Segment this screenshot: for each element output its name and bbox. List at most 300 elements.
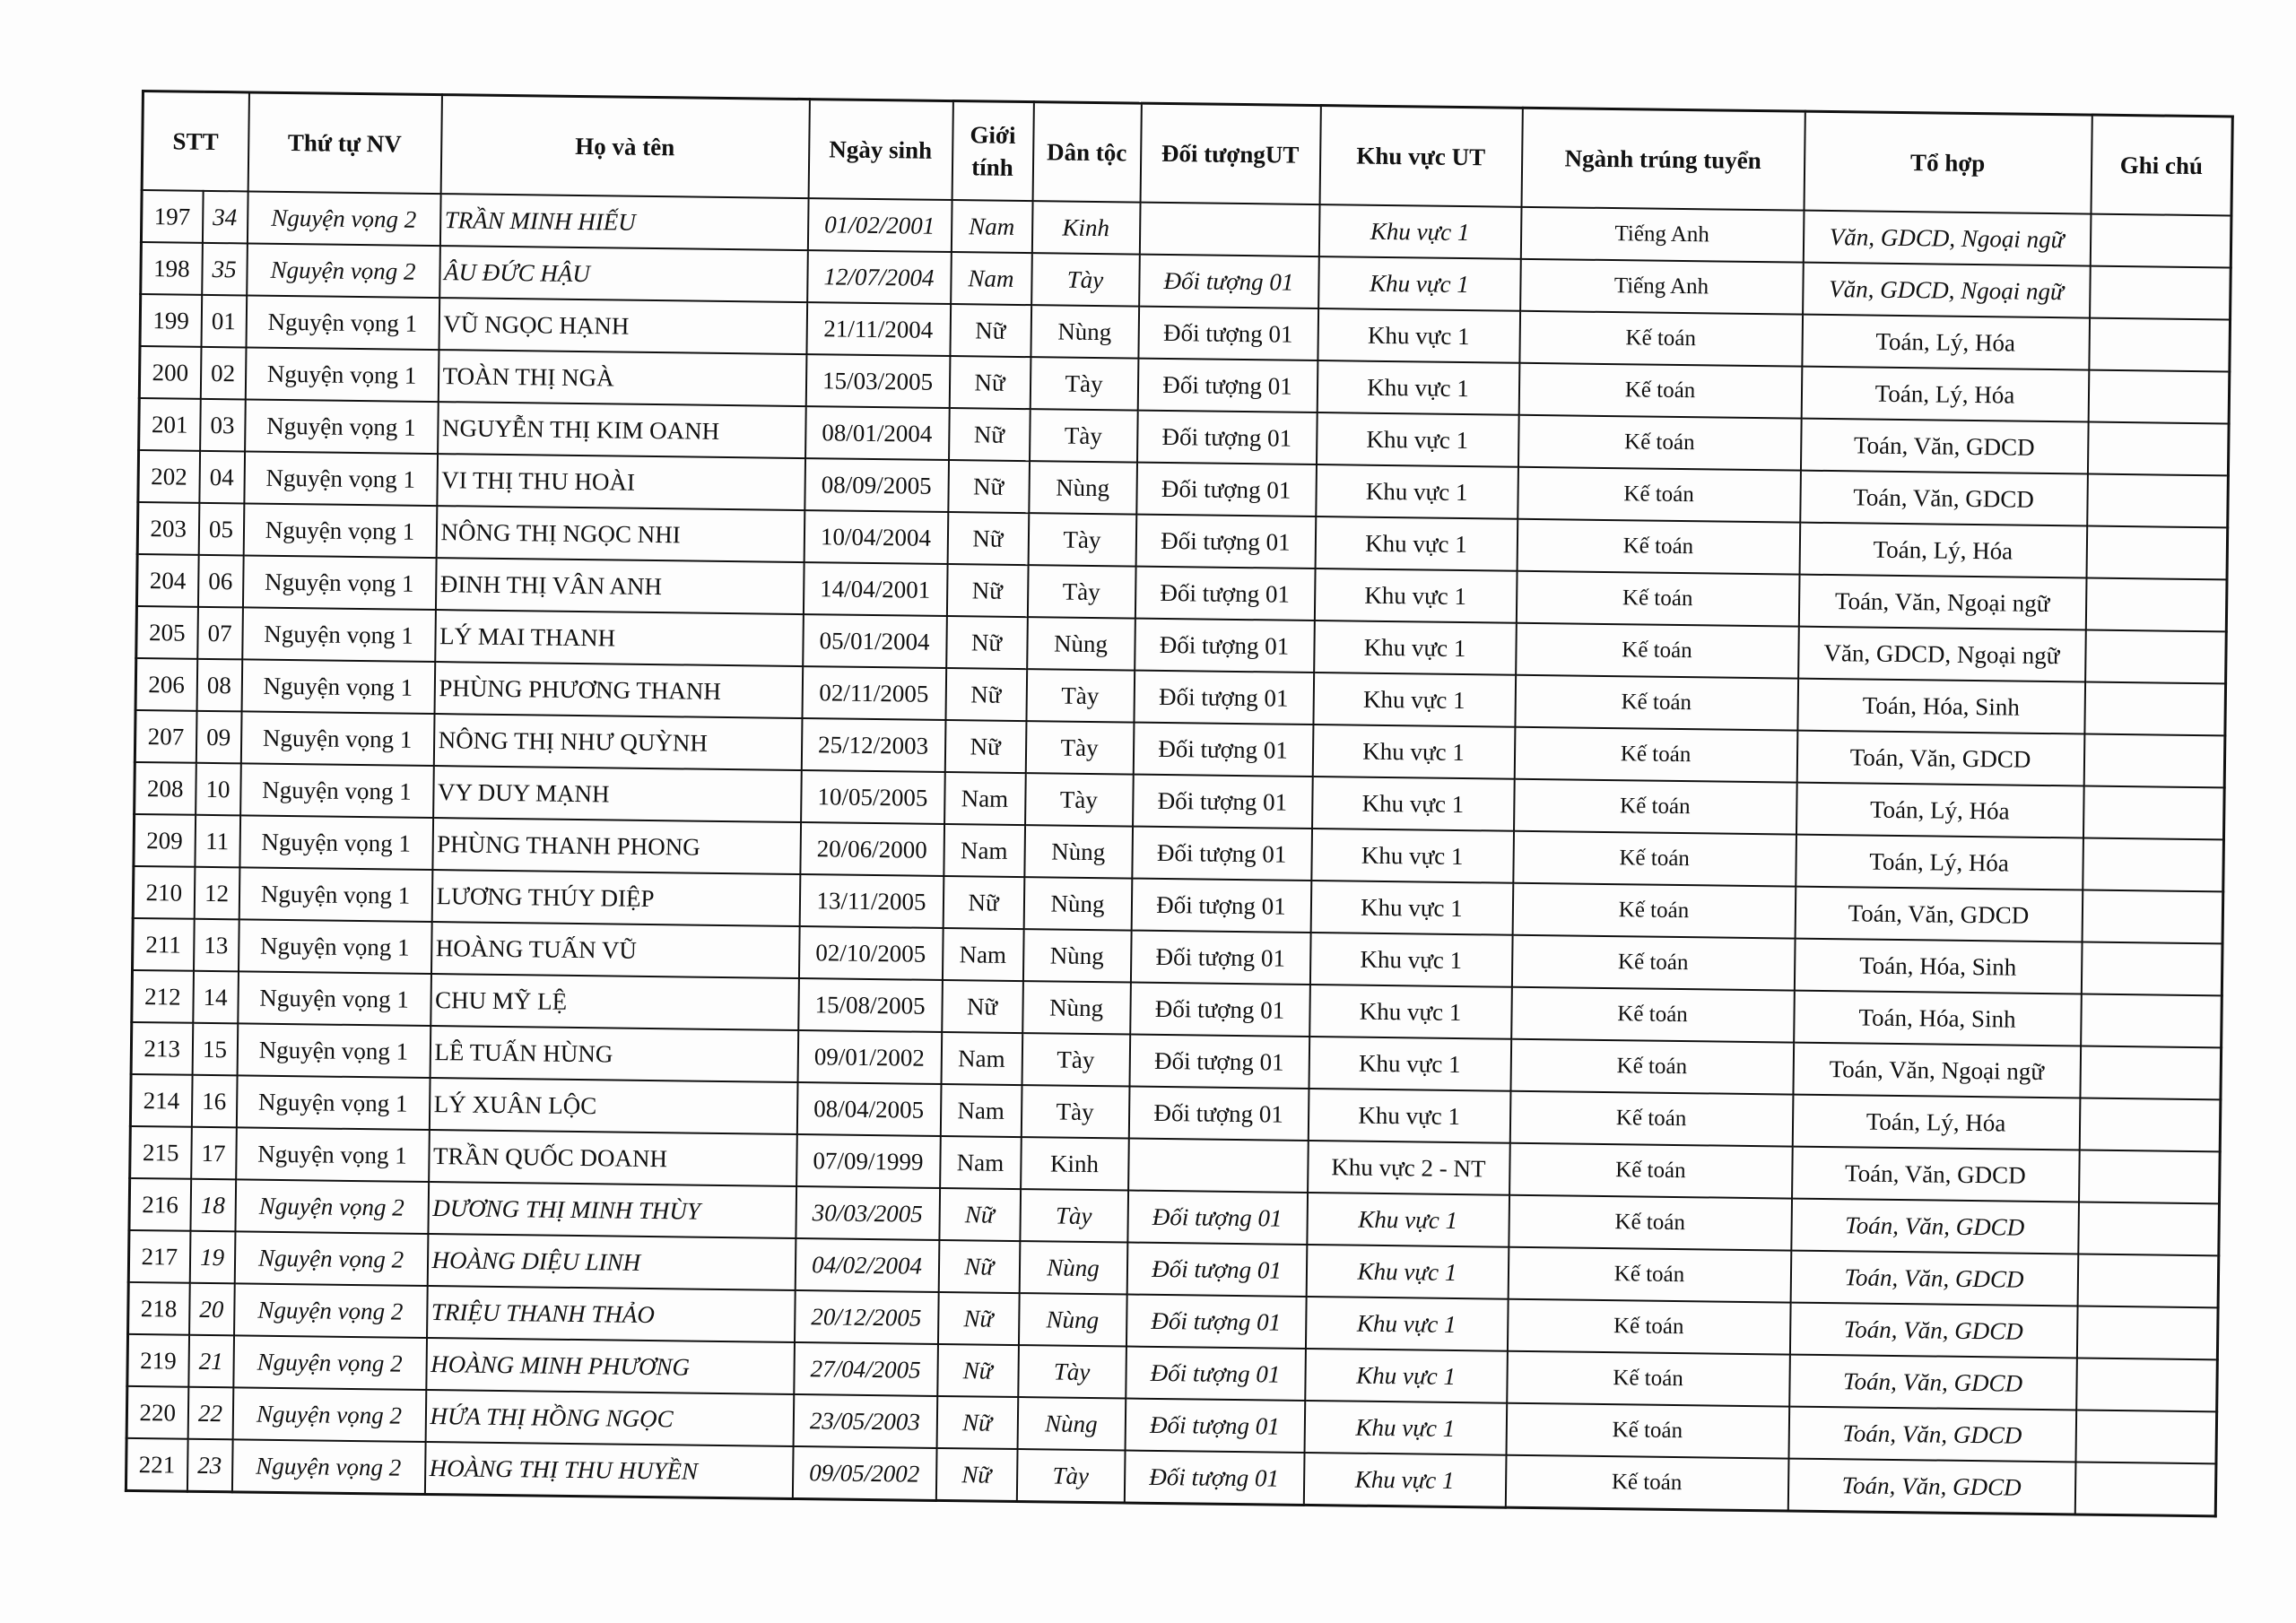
cell-thu-tu-nv: Nguyện vọng 1 xyxy=(236,1075,430,1130)
cell-ngay-sinh: 08/04/2005 xyxy=(796,1082,941,1136)
cell-to-hop: Toán, Lý, Hóa xyxy=(1799,523,2087,578)
cell-sub-stt: 06 xyxy=(197,555,243,608)
cell-stt: 200 xyxy=(139,346,201,399)
cell-doi-tuong-ut: Đối tượng 01 xyxy=(1128,1087,1309,1141)
cell-stt: 208 xyxy=(135,762,196,815)
cell-ngay-sinh: 20/12/2005 xyxy=(795,1290,939,1344)
cell-sub-stt: 08 xyxy=(196,659,242,712)
cell-nganh: Kế toán xyxy=(1508,1247,1791,1303)
cell-khu-vuc-ut: Khu vực 1 xyxy=(1309,985,1512,1039)
cell-khu-vuc-ut: Khu vực 1 xyxy=(1310,881,1513,935)
cell-doi-tuong-ut: Đối tượng 01 xyxy=(1137,359,1318,412)
cell-khu-vuc-ut: Khu vực 1 xyxy=(1308,1089,1510,1143)
cell-nganh: Kế toán xyxy=(1514,779,1797,835)
cell-stt: 220 xyxy=(126,1386,188,1439)
cell-dan-toc: Tày xyxy=(1027,565,1135,618)
cell-dan-toc: Tày xyxy=(1025,773,1134,826)
header-to-hop: Tổ hợp xyxy=(1804,111,2092,213)
cell-nganh: Kế toán xyxy=(1514,727,1797,783)
cell-stt: 202 xyxy=(138,450,200,503)
cell-nganh: Kế toán xyxy=(1518,363,1802,419)
cell-to-hop: Toán, Văn, GDCD xyxy=(1800,419,2088,474)
cell-ho-ten: ĐINH THỊ VÂN ANH xyxy=(435,558,804,614)
header-thu-tu-nv: Thứ tự NV xyxy=(248,92,441,194)
cell-dan-toc: Nùng xyxy=(1027,617,1135,670)
cell-sub-stt: 16 xyxy=(191,1075,237,1128)
cell-ghi-chu xyxy=(2076,1306,2218,1359)
cell-nganh: Kế toán xyxy=(1512,883,1796,939)
cell-nganh: Kế toán xyxy=(1511,987,1795,1043)
cell-to-hop: Toán, Văn, GDCD xyxy=(1787,1459,2075,1515)
cell-ho-ten: LÝ XUÂN LỘC xyxy=(429,1078,797,1134)
cell-khu-vuc-ut: Khu vực 1 xyxy=(1311,829,1514,883)
cell-stt: 209 xyxy=(134,814,196,867)
cell-to-hop: Toán, Văn, GDCD xyxy=(1789,1355,2077,1410)
cell-sub-stt: 21 xyxy=(188,1335,234,1388)
cell-to-hop: Toán, Văn, GDCD xyxy=(1795,887,2083,942)
cell-ngay-sinh: 05/01/2004 xyxy=(803,614,947,668)
cell-dan-toc: Nùng xyxy=(1029,461,1137,514)
cell-ho-ten: HOÀNG THỊ THU HUYỀN xyxy=(424,1442,793,1499)
cell-sub-stt: 09 xyxy=(196,711,241,764)
cell-sub-stt: 13 xyxy=(193,919,239,972)
cell-nganh: Kế toán xyxy=(1509,1143,1793,1199)
cell-to-hop: Toán, Văn, GDCD xyxy=(1792,1147,2080,1202)
cell-doi-tuong-ut: Đối tượng 01 xyxy=(1137,411,1318,464)
cell-ngay-sinh: 10/05/2005 xyxy=(801,770,945,824)
cell-dan-toc: Nùng xyxy=(1018,1293,1126,1346)
cell-stt: 218 xyxy=(128,1282,190,1335)
cell-to-hop: Toán, Văn, Ngoại ngữ xyxy=(1793,1043,2081,1098)
cell-thu-tu-nv: Nguyện vọng 1 xyxy=(239,815,433,870)
cell-khu-vuc-ut: Khu vực 1 xyxy=(1312,777,1515,831)
cell-khu-vuc-ut: Khu vực 1 xyxy=(1309,933,1512,987)
cell-gioi-tinh: Nữ xyxy=(937,1292,1019,1345)
cell-dan-toc: Tày xyxy=(1030,409,1138,462)
cell-ghi-chu xyxy=(2083,786,2224,840)
cell-ho-ten: PHÙNG THANH PHONG xyxy=(432,818,801,874)
cell-sub-stt: 20 xyxy=(189,1283,235,1336)
cell-ngay-sinh: 23/05/2003 xyxy=(793,1394,937,1448)
cell-gioi-tinh: Nữ xyxy=(939,1188,1021,1241)
cell-gioi-tinh: Nữ xyxy=(938,1240,1020,1293)
cell-ngay-sinh: 15/08/2005 xyxy=(798,978,943,1032)
cell-khu-vuc-ut: Khu vực 1 xyxy=(1307,1193,1509,1247)
cell-stt: 213 xyxy=(131,1022,193,1075)
cell-sub-stt: 19 xyxy=(189,1231,235,1284)
header-stt: STT xyxy=(142,91,248,192)
cell-ngay-sinh: 27/04/2005 xyxy=(794,1342,938,1396)
cell-stt: 212 xyxy=(132,970,194,1023)
cell-nganh: Kế toán xyxy=(1513,831,1796,887)
cell-doi-tuong-ut: Đối tượng 01 xyxy=(1129,1035,1309,1089)
cell-ghi-chu xyxy=(2085,630,2227,684)
cell-thu-tu-nv: Nguyện vọng 1 xyxy=(238,971,431,1026)
cell-dan-toc: Nùng xyxy=(1023,877,1132,930)
cell-thu-tu-nv: Nguyện vọng 2 xyxy=(232,1387,426,1442)
cell-ngay-sinh: 02/11/2005 xyxy=(802,666,946,720)
cell-stt: 219 xyxy=(127,1334,189,1387)
cell-doi-tuong-ut: Đối tượng 01 xyxy=(1135,515,1316,568)
cell-gioi-tinh: Nữ xyxy=(944,720,1026,773)
cell-khu-vuc-ut: Khu vực 1 xyxy=(1304,1401,1507,1455)
cell-doi-tuong-ut: Đối tượng 01 xyxy=(1125,1399,1305,1453)
cell-thu-tu-nv: Nguyện vọng 1 xyxy=(237,1023,430,1078)
cell-sub-stt: 15 xyxy=(192,1023,238,1076)
cell-ho-ten: TRIỆU THANH THẢO xyxy=(427,1286,796,1342)
cell-ghi-chu xyxy=(2074,1462,2216,1515)
cell-doi-tuong-ut: Đối tượng 01 xyxy=(1136,463,1317,516)
cell-ngay-sinh: 08/09/2005 xyxy=(804,458,949,512)
cell-ngay-sinh: 14/04/2001 xyxy=(803,562,947,616)
cell-sub-stt: 01 xyxy=(201,295,247,348)
cell-dan-toc: Kinh xyxy=(1031,201,1140,254)
cell-ngay-sinh: 08/01/2004 xyxy=(805,406,950,460)
cell-sub-stt: 07 xyxy=(197,607,243,660)
cell-sub-stt: 35 xyxy=(202,243,248,296)
cell-ghi-chu xyxy=(2087,474,2229,528)
cell-thu-tu-nv: Nguyện vọng 1 xyxy=(239,919,432,974)
cell-dan-toc: Nùng xyxy=(1024,825,1133,878)
cell-nganh: Kế toán xyxy=(1516,623,1799,679)
cell-doi-tuong-ut: Đối tượng 01 xyxy=(1133,723,1313,777)
cell-to-hop: Toán, Hóa, Sinh xyxy=(1794,991,2082,1046)
cell-nganh: Kế toán xyxy=(1507,1299,1790,1355)
cell-khu-vuc-ut: Khu vực 1 xyxy=(1314,568,1517,623)
cell-ho-ten: NÔNG THỊ NHƯ QUỲNH xyxy=(433,714,802,770)
cell-nganh: Kế toán xyxy=(1517,519,1800,575)
cell-stt: 204 xyxy=(136,554,198,607)
cell-ho-ten: DƯƠNG THỊ MINH THÙY xyxy=(428,1182,796,1238)
cell-dan-toc: Nùng xyxy=(1022,981,1131,1034)
cell-doi-tuong-ut: Đối tượng 01 xyxy=(1124,1451,1304,1506)
cell-dan-toc: Nùng xyxy=(1017,1397,1126,1450)
cell-ngay-sinh: 20/06/2000 xyxy=(800,822,944,876)
cell-ngay-sinh: 15/03/2005 xyxy=(805,354,950,408)
cell-ngay-sinh: 01/02/2001 xyxy=(807,198,952,252)
cell-gioi-tinh: Nữ xyxy=(948,460,1030,513)
cell-stt: 215 xyxy=(130,1126,192,1179)
cell-gioi-tinh: Nữ xyxy=(937,1344,1019,1397)
cell-dan-toc: Tày xyxy=(1021,1085,1129,1138)
cell-nganh: Kế toán xyxy=(1515,675,1798,731)
cell-sub-stt: 23 xyxy=(187,1439,232,1492)
cell-nganh: Kế toán xyxy=(1519,311,1803,367)
cell-ghi-chu xyxy=(2090,266,2231,320)
cell-nganh: Kế toán xyxy=(1507,1351,1790,1407)
cell-ho-ten: TOÀN THỊ NGÀ xyxy=(438,350,806,406)
cell-stt: 205 xyxy=(136,606,198,659)
cell-stt: 203 xyxy=(137,502,199,555)
cell-ho-ten: VŨ NGỌC HẠNH xyxy=(439,298,807,354)
cell-to-hop: Toán, Văn, GDCD xyxy=(1789,1303,2077,1358)
cell-to-hop: Toán, Văn, GDCD xyxy=(1791,1199,2079,1254)
cell-khu-vuc-ut: Khu vực 1 xyxy=(1305,1297,1508,1351)
cell-ghi-chu xyxy=(2087,422,2229,476)
cell-ghi-chu xyxy=(2078,1202,2220,1255)
cell-dan-toc: Kinh xyxy=(1021,1137,1129,1190)
cell-gioi-tinh: Nữ xyxy=(942,980,1023,1033)
cell-ngay-sinh: 07/09/1999 xyxy=(796,1134,941,1188)
cell-ho-ten: VY DUY MẠNH xyxy=(433,766,802,822)
cell-nganh: Kế toán xyxy=(1510,1039,1794,1095)
cell-ngay-sinh: 25/12/2003 xyxy=(801,718,945,772)
cell-gioi-tinh: Nữ xyxy=(945,668,1027,721)
cell-thu-tu-nv: Nguyện vọng 1 xyxy=(240,711,434,766)
table-body xyxy=(126,190,2231,1516)
cell-thu-tu-nv: Nguyện vọng 2 xyxy=(233,1335,427,1390)
header-gioi-tinh-line1: Giới xyxy=(970,120,1016,149)
cell-khu-vuc-ut: Khu vực 1 xyxy=(1318,308,1520,363)
header-khu-vuc-ut: Khu vực UT xyxy=(1319,106,1522,207)
cell-ghi-chu xyxy=(2083,734,2225,788)
cell-doi-tuong-ut: Đối tượng 01 xyxy=(1131,879,1311,933)
cell-doi-tuong-ut: Đối tượng 01 xyxy=(1138,307,1318,360)
cell-khu-vuc-ut: Khu vực 1 xyxy=(1317,412,1519,467)
cell-ghi-chu xyxy=(2084,682,2226,736)
cell-thu-tu-nv: Nguyện vọng 1 xyxy=(241,659,435,714)
cell-nganh: Tiếng Anh xyxy=(1520,259,1804,315)
cell-thu-tu-nv: Nguyện vọng 1 xyxy=(236,1127,430,1182)
cell-thu-tu-nv: Nguyện vọng 1 xyxy=(242,555,436,610)
cell-dan-toc: Nùng xyxy=(1019,1241,1127,1294)
cell-sub-stt: 12 xyxy=(194,867,239,920)
cell-gioi-tinh: Nữ xyxy=(947,512,1029,565)
cell-doi-tuong-ut: Đối tượng 01 xyxy=(1130,931,1310,985)
cell-gioi-tinh: Nam xyxy=(951,200,1032,253)
cell-to-hop: Toán, Lý, Hóa xyxy=(1796,783,2084,838)
header-dan-toc: Dân tộc xyxy=(1032,102,1141,203)
cell-khu-vuc-ut: Khu vực 1 xyxy=(1309,1037,1511,1091)
admission-table xyxy=(125,90,2234,1517)
cell-gioi-tinh: Nam xyxy=(944,772,1026,825)
cell-ho-ten: PHÙNG PHƯƠNG THANH xyxy=(434,662,803,718)
cell-ngay-sinh: 02/10/2005 xyxy=(798,926,943,980)
cell-ghi-chu xyxy=(2089,318,2231,372)
cell-gioi-tinh: Nam xyxy=(944,824,1025,877)
cell-to-hop: Toán, Lý, Hóa xyxy=(1802,315,2090,370)
cell-to-hop: Văn, GDCD, Ngoại ngữ xyxy=(1798,627,2086,682)
cell-sub-stt: 04 xyxy=(199,451,245,504)
cell-dan-toc: Nùng xyxy=(1022,929,1131,982)
cell-stt: 216 xyxy=(129,1178,191,1231)
cell-gioi-tinh: Nữ xyxy=(949,356,1031,409)
cell-dan-toc: Tày xyxy=(1028,513,1136,566)
cell-ho-ten: NÔNG THỊ NGỌC NHI xyxy=(436,506,804,562)
cell-gioi-tinh: Nam xyxy=(951,252,1032,305)
cell-stt: 198 xyxy=(141,242,203,295)
cell-gioi-tinh: Nam xyxy=(941,1032,1022,1085)
cell-stt: 199 xyxy=(140,294,202,347)
cell-doi-tuong-ut: Đối tượng 01 xyxy=(1132,827,1312,881)
cell-doi-tuong-ut: Đối tượng 01 xyxy=(1135,567,1315,621)
cell-ghi-chu xyxy=(2086,526,2228,580)
cell-ghi-chu xyxy=(2081,942,2222,995)
cell-nganh: Tiếng Anh xyxy=(1520,207,1804,263)
cell-stt: 201 xyxy=(139,398,201,451)
cell-sub-stt: 17 xyxy=(191,1127,237,1180)
cell-thu-tu-nv: Nguyện vọng 2 xyxy=(231,1439,425,1494)
cell-doi-tuong-ut: Đối tượng 01 xyxy=(1133,775,1313,829)
cell-stt: 214 xyxy=(130,1074,192,1127)
cell-to-hop: Toán, Lý, Hóa xyxy=(1796,835,2083,890)
cell-ho-ten: LÝ MAI THANH xyxy=(435,610,804,666)
cell-dan-toc: Tày xyxy=(1020,1189,1128,1242)
cell-thu-tu-nv: Nguyện vọng 1 xyxy=(244,451,438,506)
cell-sub-stt: 11 xyxy=(195,815,240,868)
cell-gioi-tinh: Nữ xyxy=(949,408,1031,461)
cell-gioi-tinh: Nam xyxy=(942,928,1023,981)
cell-khu-vuc-ut: Khu vực 1 xyxy=(1314,621,1517,675)
cell-khu-vuc-ut: Khu vực 1 xyxy=(1315,516,1518,571)
header-ghi-chu: Ghi chú xyxy=(2091,115,2232,215)
cell-khu-vuc-ut: Khu vực 1 xyxy=(1316,464,1518,519)
cell-nganh: Kế toán xyxy=(1509,1091,1793,1147)
cell-to-hop: Toán, Văn, GDCD xyxy=(1796,731,2084,786)
cell-ghi-chu xyxy=(2090,214,2231,268)
cell-ngay-sinh: 12/07/2004 xyxy=(807,250,952,304)
cell-dan-toc: Tày xyxy=(1016,1449,1125,1503)
cell-ghi-chu xyxy=(2082,890,2223,944)
cell-to-hop: Văn, GDCD, Ngoại ngữ xyxy=(1803,211,2091,266)
cell-doi-tuong-ut: Đối tượng 01 xyxy=(1126,1243,1307,1297)
cell-ngay-sinh: 09/01/2002 xyxy=(797,1030,942,1084)
cell-dan-toc: Tày xyxy=(1026,669,1135,722)
cell-to-hop: Toán, Hóa, Sinh xyxy=(1794,939,2082,994)
cell-to-hop: Toán, Văn, Ngoại ngữ xyxy=(1798,575,2086,630)
cell-stt: 211 xyxy=(133,918,195,971)
header-gioi-tinh xyxy=(952,101,1033,202)
cell-ghi-chu xyxy=(2075,1410,2217,1463)
cell-thu-tu-nv: Nguyện vọng 1 xyxy=(240,763,434,818)
cell-sub-stt: 18 xyxy=(190,1179,236,1232)
cell-gioi-tinh: Nam xyxy=(940,1084,1022,1137)
cell-nganh: Kế toán xyxy=(1511,935,1795,991)
cell-thu-tu-nv: Nguyện vọng 1 xyxy=(246,295,439,350)
cell-sub-stt: 14 xyxy=(193,971,239,1024)
cell-gioi-tinh: Nữ xyxy=(943,876,1024,929)
cell-khu-vuc-ut: Khu vực 1 xyxy=(1312,725,1515,779)
header-doi-tuong-ut: Đối tượngUT xyxy=(1140,103,1320,204)
cell-ngay-sinh: 04/02/2004 xyxy=(795,1238,939,1292)
cell-thu-tu-nv: Nguyện vọng 1 xyxy=(243,503,437,558)
cell-ho-ten: LÊ TUẤN HÙNG xyxy=(430,1026,798,1082)
cell-dan-toc: Tày xyxy=(1022,1033,1130,1086)
cell-to-hop: Toán, Hóa, Sinh xyxy=(1797,679,2085,734)
cell-doi-tuong-ut: Đối tượng 01 xyxy=(1139,255,1319,308)
cell-doi-tuong-ut: Đối tượng 01 xyxy=(1130,983,1310,1037)
cell-khu-vuc-ut: Khu vực 1 xyxy=(1318,256,1521,311)
cell-ho-ten: HOÀNG DIỆU LINH xyxy=(427,1234,796,1290)
cell-khu-vuc-ut: Khu vực 1 xyxy=(1305,1349,1508,1403)
cell-nganh: Kế toán xyxy=(1505,1455,1788,1511)
cell-thu-tu-nv: Nguyện vọng 2 xyxy=(234,1231,428,1286)
header-gioi-tinh-line2: tính xyxy=(971,153,1013,181)
cell-khu-vuc-ut: Khu vực 2 - NT xyxy=(1308,1141,1510,1195)
cell-gioi-tinh: Nữ xyxy=(936,1396,1018,1449)
cell-to-hop: Toán, Văn, GDCD xyxy=(1790,1251,2078,1306)
cell-gioi-tinh: Nữ xyxy=(950,304,1031,357)
cell-gioi-tinh: Nữ xyxy=(946,616,1028,669)
cell-doi-tuong-ut xyxy=(1139,203,1319,256)
cell-nganh: Kế toán xyxy=(1518,467,1801,523)
cell-doi-tuong-ut: Đối tượng 01 xyxy=(1126,1347,1306,1401)
cell-stt: 221 xyxy=(126,1438,187,1491)
cell-sub-stt: 10 xyxy=(196,763,241,816)
cell-ho-ten: LƯƠNG THÚY DIỆP xyxy=(431,870,800,926)
cell-sub-stt: 05 xyxy=(198,503,244,556)
cell-ho-ten: HOÀNG TUẤN VŨ xyxy=(430,922,799,978)
cell-to-hop: Toán, Văn, GDCD xyxy=(1800,471,2088,526)
cell-dan-toc: Tày xyxy=(1018,1345,1126,1398)
cell-thu-tu-nv: Nguyện vọng 1 xyxy=(245,347,439,402)
cell-stt: 207 xyxy=(135,710,196,763)
cell-ghi-chu xyxy=(2079,1150,2221,1203)
cell-ghi-chu xyxy=(2077,1254,2219,1307)
cell-stt: 197 xyxy=(141,190,203,243)
cell-ho-ten: ÂU ĐỨC HẬU xyxy=(439,246,808,302)
header-nganh: Ngành trúng tuyển xyxy=(1521,108,1805,210)
cell-ghi-chu xyxy=(2080,1046,2222,1099)
cell-ghi-chu xyxy=(2088,370,2230,424)
cell-thu-tu-nv: Nguyện vọng 1 xyxy=(242,607,436,662)
cell-ghi-chu xyxy=(2079,1098,2221,1151)
cell-to-hop: Toán, Lý, Hóa xyxy=(1801,367,2089,422)
cell-thu-tu-nv: Nguyện vọng 1 xyxy=(239,867,432,922)
cell-doi-tuong-ut: Đối tượng 01 xyxy=(1134,671,1314,725)
cell-thu-tu-nv: Nguyện vọng 2 xyxy=(234,1283,428,1338)
cell-sub-stt: 02 xyxy=(200,347,246,400)
cell-khu-vuc-ut: Khu vực 1 xyxy=(1317,360,1519,415)
cell-dan-toc: Tày xyxy=(1031,253,1140,306)
cell-ngay-sinh: 10/04/2004 xyxy=(804,510,948,564)
cell-doi-tuong-ut: Đối tượng 01 xyxy=(1135,619,1315,673)
cell-thu-tu-nv: Nguyện vọng 2 xyxy=(247,243,440,298)
cell-sub-stt: 22 xyxy=(187,1387,233,1440)
cell-ho-ten: HOÀNG MINH PHƯƠNG xyxy=(426,1338,795,1394)
cell-thu-tu-nv: Nguyện vọng 1 xyxy=(245,399,439,454)
cell-sub-stt: 34 xyxy=(202,191,248,244)
cell-dan-toc: Tày xyxy=(1025,721,1134,774)
cell-ghi-chu xyxy=(2085,578,2227,632)
cell-doi-tuong-ut: Đối tượng 01 xyxy=(1126,1295,1306,1349)
cell-stt: 210 xyxy=(133,866,195,919)
cell-dan-toc: Tày xyxy=(1030,357,1138,410)
cell-khu-vuc-ut: Khu vực 1 xyxy=(1303,1453,1506,1507)
cell-dan-toc: Nùng xyxy=(1031,305,1139,358)
cell-khu-vuc-ut: Khu vực 1 xyxy=(1306,1245,1509,1299)
cell-khu-vuc-ut: Khu vực 1 xyxy=(1313,673,1516,727)
cell-sub-stt: 03 xyxy=(200,399,246,452)
cell-ghi-chu xyxy=(2076,1358,2218,1411)
cell-ho-ten: NGUYỄN THỊ KIM OANH xyxy=(438,402,806,458)
cell-to-hop: Toán, Văn, GDCD xyxy=(1788,1407,2076,1462)
cell-ngay-sinh: 30/03/2005 xyxy=(796,1186,940,1240)
header-ho-ten: Họ và tên xyxy=(440,95,809,199)
cell-ho-ten: VI THỊ THU HOÀI xyxy=(437,454,805,510)
cell-to-hop: Văn, GDCD, Ngoại ngữ xyxy=(1803,263,2091,318)
cell-nganh: Kế toán xyxy=(1516,571,1799,627)
cell-to-hop: Toán, Lý, Hóa xyxy=(1792,1095,2080,1150)
cell-doi-tuong-ut: Đối tượng 01 xyxy=(1127,1191,1308,1245)
cell-thu-tu-nv: Nguyện vọng 2 xyxy=(247,191,440,246)
cell-nganh: Kế toán xyxy=(1506,1403,1789,1459)
cell-gioi-tinh: Nữ xyxy=(935,1448,1017,1502)
cell-ho-ten: CHU MỸ LỆ xyxy=(430,974,799,1030)
cell-ho-ten: TRẦN QUỐC DOANH xyxy=(429,1130,797,1186)
cell-ghi-chu xyxy=(2083,838,2224,892)
cell-gioi-tinh: Nữ xyxy=(946,564,1028,617)
